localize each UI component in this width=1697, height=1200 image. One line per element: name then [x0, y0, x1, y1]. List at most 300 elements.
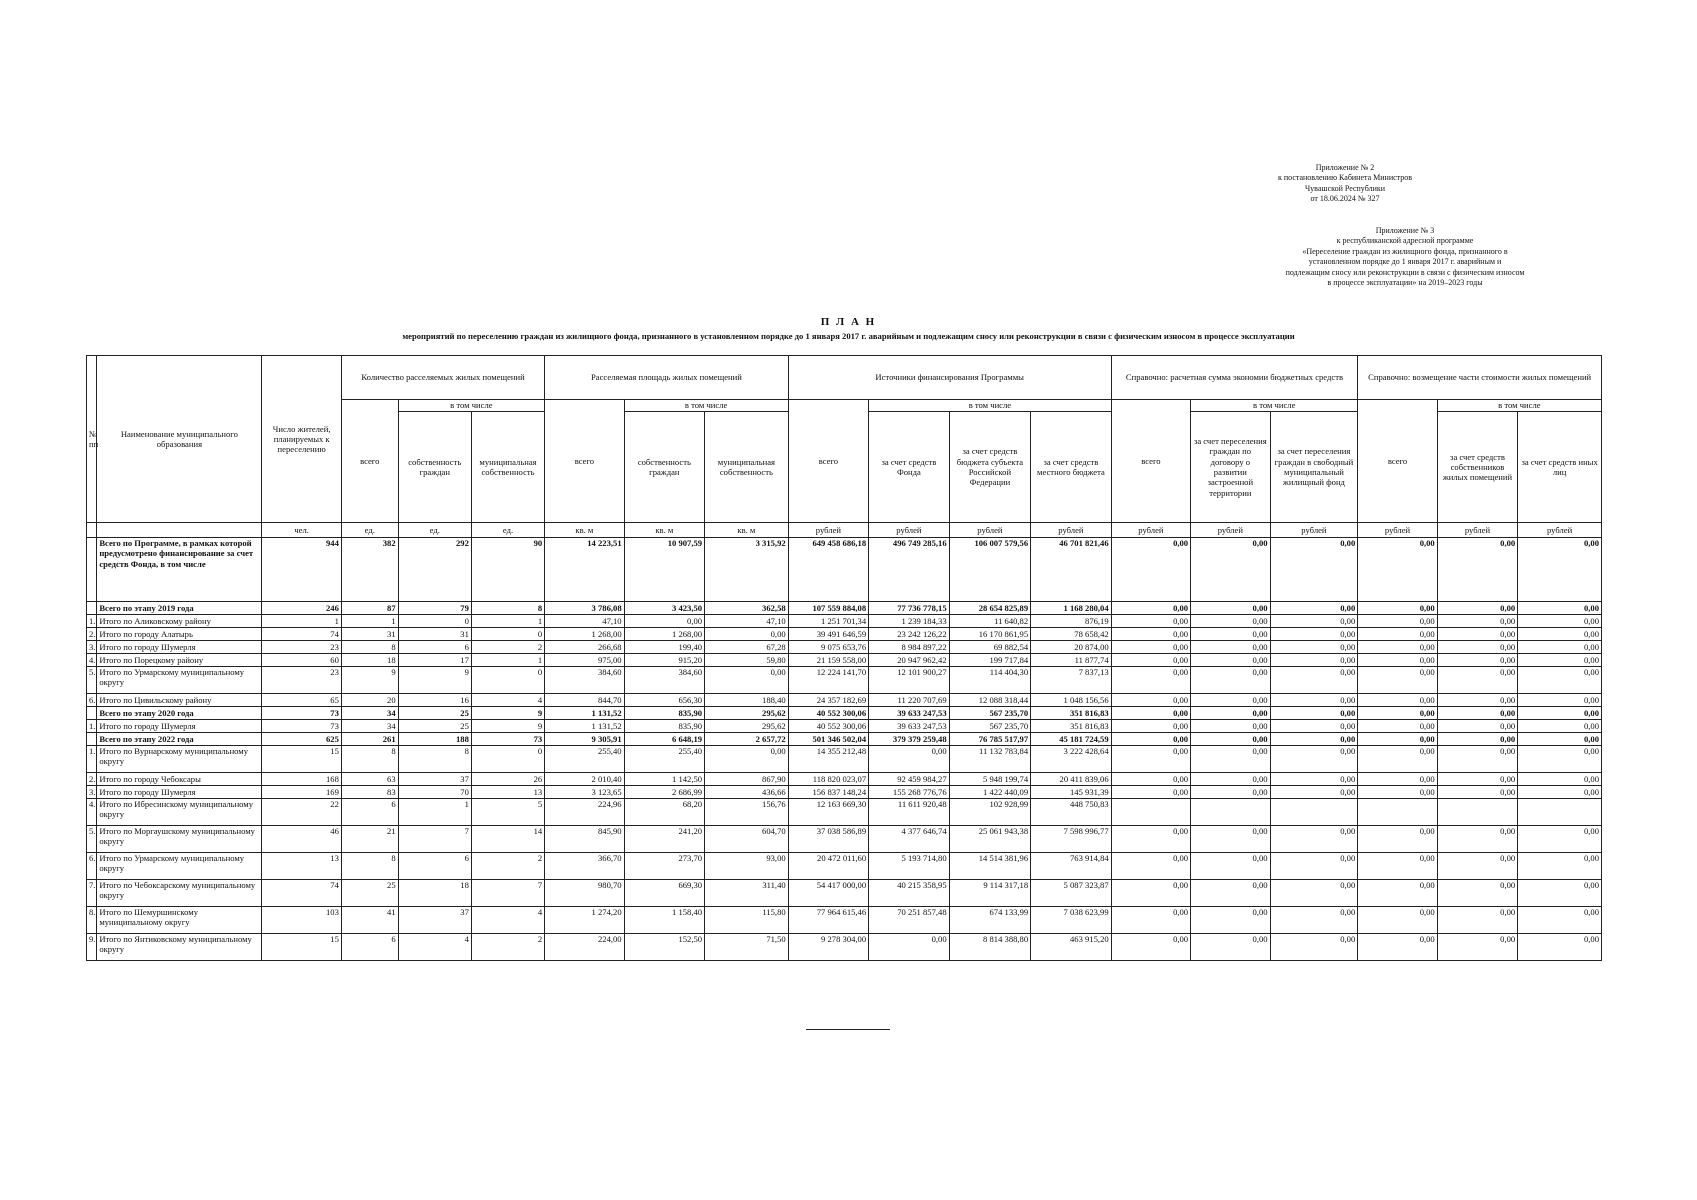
- table-row: [87, 853, 1602, 880]
- row-name: Всего по этапу 2020 года: [97, 707, 262, 720]
- table-row: [87, 615, 1602, 628]
- value-cell: 3 423,50: [624, 602, 704, 615]
- value-cell: 23: [262, 641, 341, 654]
- value-cell: 0,00: [1111, 746, 1190, 773]
- row-name: Итого по Урмарскому муниципальному округу: [97, 853, 262, 880]
- value-cell: 0,00: [1437, 538, 1517, 602]
- value-cell: 39 491 646,59: [788, 628, 868, 641]
- value-cell: 448 750,83: [1031, 799, 1112, 826]
- row-name: Итого по Урмарскому муниципальному округу: [97, 667, 262, 694]
- value-cell: 17: [398, 654, 471, 667]
- value-cell: 0,00: [869, 746, 949, 773]
- appendix-3-line: подлежащим сносу или реконструкции в связи с физическим износом: [1285, 267, 1525, 277]
- row-number: 1.: [87, 615, 97, 628]
- value-cell: 1 131,52: [545, 707, 624, 720]
- value-cell: 0,00: [1358, 641, 1437, 654]
- value-cell: 20 411 839,06: [1031, 773, 1112, 786]
- value-cell: 74: [262, 628, 341, 641]
- value-cell: 261: [341, 733, 398, 746]
- value-cell: 83: [341, 786, 398, 799]
- value-cell: 0: [471, 746, 544, 773]
- value-cell: 9 278 304,00: [788, 934, 868, 961]
- value-cell: [1518, 799, 1602, 826]
- value-cell: 92 459 984,27: [869, 773, 949, 786]
- unit-cell: рублей: [1358, 523, 1437, 538]
- unit-cell: кв. м: [545, 523, 624, 538]
- value-cell: 0,00: [1518, 602, 1602, 615]
- row-number: 7.: [87, 880, 97, 907]
- value-cell: 0,00: [1111, 602, 1190, 615]
- header-fund: за счет средств Фонда: [869, 412, 949, 523]
- header-funding-group: Источники финансирования Программы: [788, 356, 1111, 400]
- value-cell: 0,00: [1191, 773, 1270, 786]
- value-cell: 0,00: [1270, 826, 1358, 853]
- value-cell: 156 837 148,24: [788, 786, 868, 799]
- value-cell: 118 820 023,07: [788, 773, 868, 786]
- value-cell: 67,28: [705, 641, 789, 654]
- value-cell: 168: [262, 773, 341, 786]
- header-residents: Число жителей, планируемых к переселению: [262, 356, 341, 523]
- value-cell: 28 654 825,89: [949, 602, 1031, 615]
- value-cell: 46 701 821,46: [1031, 538, 1112, 602]
- row-number: 2.: [87, 773, 97, 786]
- value-cell: 6: [398, 641, 471, 654]
- value-cell: 1: [471, 654, 544, 667]
- value-cell: 90: [471, 538, 544, 602]
- value-cell: 0,00: [1191, 720, 1270, 733]
- value-cell: 362,58: [705, 602, 789, 615]
- value-cell: 107 559 884,08: [788, 602, 868, 615]
- header-name: Наименование муниципального образования: [97, 356, 262, 523]
- value-cell: 975,00: [545, 654, 624, 667]
- value-cell: 54 417 000,00: [788, 880, 868, 907]
- value-cell: 15: [262, 746, 341, 773]
- value-cell: 241,20: [624, 826, 704, 853]
- value-cell: 40 215 358,95: [869, 880, 949, 907]
- value-cell: 0,00: [1111, 853, 1190, 880]
- value-cell: 0,00: [1191, 654, 1270, 667]
- value-cell: 74: [262, 880, 341, 907]
- value-cell: [1270, 799, 1358, 826]
- value-cell: 13: [471, 786, 544, 799]
- value-cell: 656,30: [624, 694, 704, 707]
- value-cell: 93,00: [705, 853, 789, 880]
- value-cell: 73: [262, 707, 341, 720]
- header-compensation-incl: в том числе: [1437, 400, 1601, 412]
- value-cell: 384,60: [545, 667, 624, 694]
- value-cell: 867,90: [705, 773, 789, 786]
- header-count-citizens: собственность граждан: [398, 412, 471, 523]
- value-cell: 1 251 701,34: [788, 615, 868, 628]
- value-cell: 625: [262, 733, 341, 746]
- value-cell: 26: [471, 773, 544, 786]
- unit-cell: ед.: [398, 523, 471, 538]
- value-cell: 169: [262, 786, 341, 799]
- value-cell: 0,00: [1358, 720, 1437, 733]
- value-cell: 295,62: [705, 707, 789, 720]
- row-number: 3.: [87, 641, 97, 654]
- value-cell: 16: [398, 694, 471, 707]
- row-name: Итого по городу Чебоксары: [97, 773, 262, 786]
- unit-cell: [87, 523, 97, 538]
- header-area-citizens: собственность граждан: [624, 412, 704, 523]
- value-cell: 8: [341, 746, 398, 773]
- value-cell: 311,40: [705, 880, 789, 907]
- value-cell: 13: [262, 853, 341, 880]
- table-row: [87, 694, 1602, 707]
- table-row: [87, 826, 1602, 853]
- value-cell: 9: [471, 720, 544, 733]
- value-cell: 0,00: [705, 667, 789, 694]
- unit-cell: рублей: [1031, 523, 1112, 538]
- value-cell: 2 686,99: [624, 786, 704, 799]
- value-cell: 199 717,84: [949, 654, 1031, 667]
- value-cell: 25: [398, 720, 471, 733]
- value-cell: 1: [262, 615, 341, 628]
- value-cell: 0,00: [1191, 641, 1270, 654]
- value-cell: 0,00: [1270, 641, 1358, 654]
- unit-cell: кв. м: [705, 523, 789, 538]
- row-name: Итого по Вурнарскому муниципальному округу: [97, 746, 262, 773]
- value-cell: 2 010,40: [545, 773, 624, 786]
- value-cell: 1: [471, 615, 544, 628]
- value-cell: 68,20: [624, 799, 704, 826]
- value-cell: 45 181 724,59: [1031, 733, 1112, 746]
- header-funding-total: всего: [788, 400, 868, 523]
- value-cell: 3 123,65: [545, 786, 624, 799]
- header-compensation-group: Справочно: возмещение части стоимости жилых помещений: [1358, 356, 1602, 400]
- value-cell: 11 877,74: [1031, 654, 1112, 667]
- value-cell: 31: [341, 628, 398, 641]
- value-cell: 0,00: [1111, 538, 1190, 602]
- value-cell: 604,70: [705, 826, 789, 853]
- appendix-2-line: Приложение № 2: [1315, 163, 1375, 172]
- row-number: 9.: [87, 934, 97, 961]
- header-subject-budget: за счет средств бюджета субъекта Российской Федерации: [949, 412, 1031, 523]
- value-cell: 0,00: [1437, 694, 1517, 707]
- value-cell: 199,40: [624, 641, 704, 654]
- value-cell: 384,60: [624, 667, 704, 694]
- header-economy-incl: в том числе: [1191, 400, 1358, 412]
- value-cell: 463 915,20: [1031, 934, 1112, 961]
- value-cell: 31: [398, 628, 471, 641]
- appendix-2-block: [1245, 163, 1445, 205]
- value-cell: 4: [398, 934, 471, 961]
- value-cell: 0,00: [1437, 773, 1517, 786]
- value-cell: 0,00: [1111, 667, 1190, 694]
- row-number: 1.: [87, 746, 97, 773]
- header-compensation-others: за счет средств иных лиц: [1518, 412, 1602, 523]
- value-cell: 47,10: [545, 615, 624, 628]
- unit-cell: рублей: [1270, 523, 1358, 538]
- value-cell: 8: [398, 746, 471, 773]
- value-cell: 295,62: [705, 720, 789, 733]
- value-cell: 8: [341, 641, 398, 654]
- value-cell: 292: [398, 538, 471, 602]
- value-cell: [1191, 799, 1270, 826]
- value-cell: 0,00: [1518, 853, 1602, 880]
- value-cell: 674 133,99: [949, 907, 1031, 934]
- value-cell: 6: [398, 853, 471, 880]
- value-cell: 21: [341, 826, 398, 853]
- value-cell: 501 346 502,04: [788, 733, 868, 746]
- value-cell: 5 948 199,74: [949, 773, 1031, 786]
- value-cell: 0,00: [1270, 538, 1358, 602]
- value-cell: 255,40: [545, 746, 624, 773]
- header-num: № пп: [87, 356, 97, 523]
- value-cell: 1 131,52: [545, 720, 624, 733]
- value-cell: 0,00: [1518, 733, 1602, 746]
- appendix-3-line: в процессе эксплуатации» на 2019–2023 годы: [1327, 277, 1483, 287]
- value-cell: 3 786,08: [545, 602, 624, 615]
- value-cell: 224,96: [545, 799, 624, 826]
- value-cell: 0,00: [1518, 615, 1602, 628]
- row-name: Итого по Чебоксарскому муниципальному округу: [97, 880, 262, 907]
- value-cell: 0,00: [1358, 615, 1437, 628]
- value-cell: 23 242 126,22: [869, 628, 949, 641]
- value-cell: 103: [262, 907, 341, 934]
- value-cell: 20 947 962,42: [869, 654, 949, 667]
- value-cell: 14 223,51: [545, 538, 624, 602]
- value-cell: 0,00: [1270, 746, 1358, 773]
- unit-cell: рублей: [869, 523, 949, 538]
- value-cell: 78 658,42: [1031, 628, 1112, 641]
- value-cell: 2: [471, 641, 544, 654]
- row-name: Итого по Порецкому району: [97, 654, 262, 667]
- value-cell: 0,00: [1270, 786, 1358, 799]
- value-cell: 0,00: [1518, 907, 1602, 934]
- value-cell: 0,00: [1270, 720, 1358, 733]
- value-cell: 73: [471, 733, 544, 746]
- row-name: Итого по городу Шумерля: [97, 720, 262, 733]
- value-cell: 0,00: [1518, 538, 1602, 602]
- value-cell: 7 038 623,99: [1031, 907, 1112, 934]
- row-name: Всего по этапу 2022 года: [97, 733, 262, 746]
- unit-cell: рублей: [1437, 523, 1517, 538]
- header-funding-incl: в том числе: [869, 400, 1112, 412]
- value-cell: 7: [398, 826, 471, 853]
- value-cell: 0,00: [705, 746, 789, 773]
- value-cell: 59,80: [705, 654, 789, 667]
- value-cell: 7 598 996,77: [1031, 826, 1112, 853]
- value-cell: 15: [262, 934, 341, 961]
- value-cell: 6: [341, 934, 398, 961]
- row-number: [87, 707, 97, 720]
- value-cell: 0,00: [869, 934, 949, 961]
- row-number: 2.: [87, 628, 97, 641]
- value-cell: 1 142,50: [624, 773, 704, 786]
- value-cell: 25 061 943,38: [949, 826, 1031, 853]
- value-cell: 10 907,59: [624, 538, 704, 602]
- value-cell: 69 882,54: [949, 641, 1031, 654]
- value-cell: 0,00: [1111, 654, 1190, 667]
- value-cell: 3 315,92: [705, 538, 789, 602]
- row-number: [87, 538, 97, 602]
- value-cell: 496 749 285,16: [869, 538, 949, 602]
- row-number: 5.: [87, 826, 97, 853]
- value-cell: 114 404,30: [949, 667, 1031, 694]
- value-cell: 835,90: [624, 720, 704, 733]
- value-cell: 0,00: [1270, 694, 1358, 707]
- value-cell: 60: [262, 654, 341, 667]
- value-cell: 0,00: [1191, 786, 1270, 799]
- value-cell: 944: [262, 538, 341, 602]
- value-cell: 0,00: [1358, 694, 1437, 707]
- appendix-3-line: Приложение № 3: [1375, 226, 1435, 235]
- value-cell: 0,00: [1358, 934, 1437, 961]
- value-cell: 106 007 579,56: [949, 538, 1031, 602]
- header-economy-contract: за счет переселения граждан по договору о развитии застроенной территории: [1191, 412, 1270, 523]
- value-cell: 1 239 184,33: [869, 615, 949, 628]
- value-cell: 9: [341, 667, 398, 694]
- header-economy-total: всего: [1111, 400, 1190, 523]
- value-cell: 70 251 857,48: [869, 907, 949, 934]
- appendix-3-line: «Переселение граждан из жилищного фонда, признанного в: [1302, 246, 1508, 256]
- table-row: [87, 934, 1602, 961]
- value-cell: 669,30: [624, 880, 704, 907]
- value-cell: 76 785 517,97: [949, 733, 1031, 746]
- value-cell: 9 075 653,76: [788, 641, 868, 654]
- value-cell: [1358, 799, 1437, 826]
- value-cell: 379 379 259,48: [869, 733, 949, 746]
- value-cell: 0,00: [1437, 826, 1517, 853]
- value-cell: 835,90: [624, 707, 704, 720]
- value-cell: 39 633 247,53: [869, 720, 949, 733]
- value-cell: 436,66: [705, 786, 789, 799]
- value-cell: 1 048 156,56: [1031, 694, 1112, 707]
- unit-cell: кв. м: [624, 523, 704, 538]
- header-economy-free-fund: за счет переселения граждан в свободный муниципальный жилищный фонд: [1270, 412, 1358, 523]
- value-cell: 4: [471, 907, 544, 934]
- value-cell: 0,00: [624, 615, 704, 628]
- value-cell: 0,00: [1111, 934, 1190, 961]
- value-cell: 2 657,72: [705, 733, 789, 746]
- value-cell: 18: [341, 654, 398, 667]
- value-cell: 0,00: [1358, 602, 1437, 615]
- value-cell: 1 268,00: [624, 628, 704, 641]
- value-cell: 37: [398, 907, 471, 934]
- value-cell: 0,00: [1270, 773, 1358, 786]
- header-economy-group: Справочно: расчетная сумма экономии бюджетных средств: [1111, 356, 1358, 400]
- row-number: 3.: [87, 786, 97, 799]
- value-cell: 0,00: [1518, 667, 1602, 694]
- header-compensation-owners: за счет средств собственников жилых помещений: [1437, 412, 1517, 523]
- value-cell: 0,00: [1111, 786, 1190, 799]
- value-cell: 115,80: [705, 907, 789, 934]
- appendix-2-line: Чувашской Республики: [1304, 183, 1386, 193]
- value-cell: 0,00: [1437, 720, 1517, 733]
- value-cell: 0,00: [1437, 786, 1517, 799]
- value-cell: 0,00: [1437, 934, 1517, 961]
- value-cell: 11 220 707,69: [869, 694, 949, 707]
- value-cell: 0,00: [1518, 746, 1602, 773]
- table-row: [87, 880, 1602, 907]
- value-cell: 4 377 646,74: [869, 826, 949, 853]
- value-cell: 0,00: [1358, 826, 1437, 853]
- header-area-group: Расселяемая площадь жилых помещений: [545, 356, 789, 400]
- table-row: [87, 746, 1602, 773]
- value-cell: 0,00: [1518, 707, 1602, 720]
- value-cell: 0,00: [1111, 720, 1190, 733]
- row-name: Всего по Программе, в рамках которой предусмотрено финансирование за счет средств Фонда, в том числе: [97, 538, 262, 602]
- unit-cell: ед.: [471, 523, 544, 538]
- header-count-municipal: муниципальная собственность: [471, 412, 544, 523]
- value-cell: 0,00: [1358, 538, 1437, 602]
- value-cell: 0,00: [1437, 880, 1517, 907]
- value-cell: 0,00: [1191, 615, 1270, 628]
- value-cell: 1 168 280,04: [1031, 602, 1112, 615]
- table-row: [87, 773, 1602, 786]
- value-cell: 0,00: [1270, 654, 1358, 667]
- value-cell: 40 552 300,06: [788, 707, 868, 720]
- unit-cell: рублей: [949, 523, 1031, 538]
- value-cell: 8 814 388,80: [949, 934, 1031, 961]
- value-cell: 5 193 714,80: [869, 853, 949, 880]
- value-cell: 255,40: [624, 746, 704, 773]
- value-cell: 102 928,99: [949, 799, 1031, 826]
- value-cell: 41: [341, 907, 398, 934]
- unit-cell: чел.: [262, 523, 341, 538]
- value-cell: 0,00: [1437, 707, 1517, 720]
- value-cell: 4: [471, 694, 544, 707]
- value-cell: 0,00: [1518, 641, 1602, 654]
- value-cell: 155 268 776,76: [869, 786, 949, 799]
- value-cell: 0,00: [1518, 773, 1602, 786]
- value-cell: 188: [398, 733, 471, 746]
- value-cell: 0,00: [1191, 934, 1270, 961]
- value-cell: 47,10: [705, 615, 789, 628]
- table-row: [87, 641, 1602, 654]
- value-cell: 1 158,40: [624, 907, 704, 934]
- value-cell: 11 611 920,48: [869, 799, 949, 826]
- value-cell: 0,00: [1191, 667, 1270, 694]
- subtotal-row: [87, 602, 1602, 615]
- value-cell: 77 964 615,46: [788, 907, 868, 934]
- value-cell: 1 422 440,09: [949, 786, 1031, 799]
- value-cell: 0,00: [1437, 654, 1517, 667]
- row-number: 6.: [87, 853, 97, 880]
- value-cell: 9 305,91: [545, 733, 624, 746]
- value-cell: 12 163 669,30: [788, 799, 868, 826]
- value-cell: 0,00: [1270, 733, 1358, 746]
- value-cell: 0,00: [1437, 628, 1517, 641]
- value-cell: 0,00: [1270, 602, 1358, 615]
- row-name: Итого по городу Шумерля: [97, 786, 262, 799]
- value-cell: 7: [471, 880, 544, 907]
- value-cell: 23: [262, 667, 341, 694]
- value-cell: 0,00: [1191, 746, 1270, 773]
- value-cell: [1437, 799, 1517, 826]
- value-cell: 351 816,83: [1031, 720, 1112, 733]
- value-cell: 0,00: [1111, 880, 1190, 907]
- header-area-municipal: муниципальная собственность: [705, 412, 789, 523]
- header-count-group: Количество расселяемых жилых помещений: [341, 356, 544, 400]
- value-cell: 0: [471, 628, 544, 641]
- value-cell: 0,00: [1270, 707, 1358, 720]
- header-count-total: всего: [341, 400, 398, 523]
- value-cell: 0,00: [1358, 707, 1437, 720]
- row-number: [87, 602, 97, 615]
- value-cell: 0,00: [1437, 746, 1517, 773]
- value-cell: 273,70: [624, 853, 704, 880]
- value-cell: 0: [398, 615, 471, 628]
- value-cell: 0,00: [1191, 733, 1270, 746]
- value-cell: 9 114 317,18: [949, 880, 1031, 907]
- table-row: [87, 786, 1602, 799]
- row-number: 4.: [87, 799, 97, 826]
- row-number: 8.: [87, 907, 97, 934]
- value-cell: 0,00: [1518, 694, 1602, 707]
